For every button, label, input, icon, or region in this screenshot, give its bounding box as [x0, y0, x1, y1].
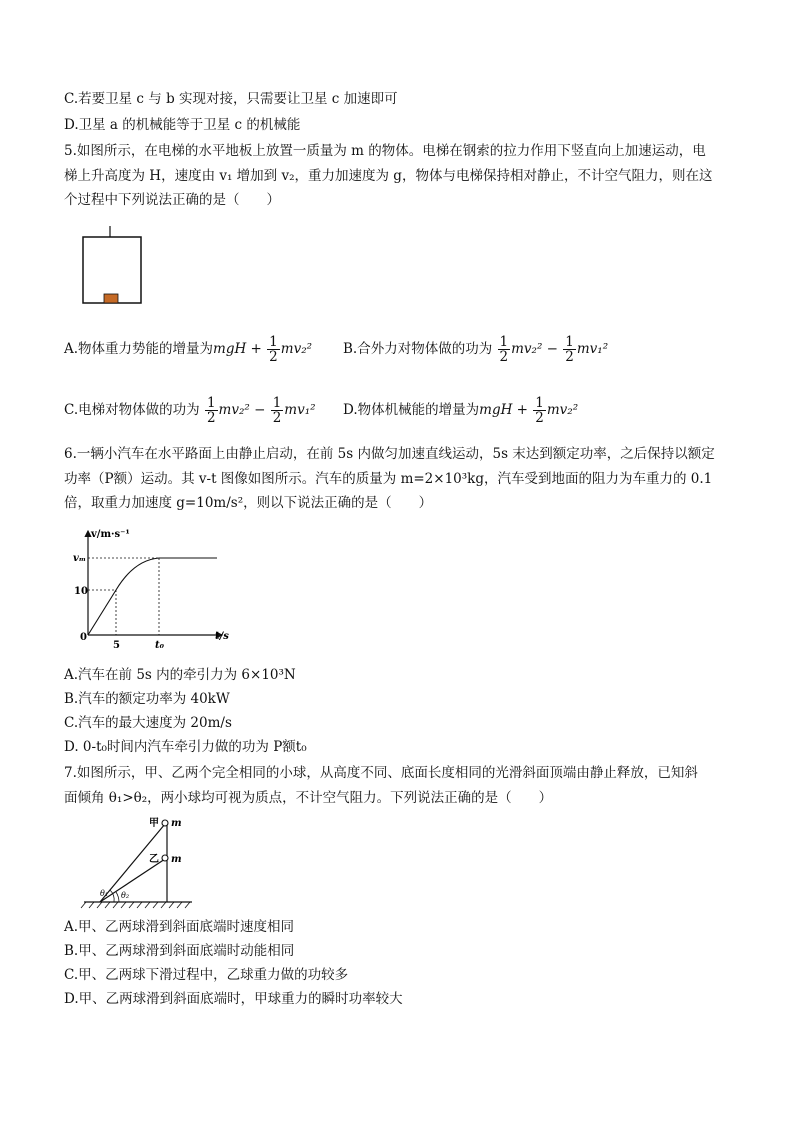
q5-stem-line1: 5.如图所示，在电梯的水平地板上放置一质量为 m 的物体。电梯在钢索的拉力作用下竖直向上加速运动，电 [64, 143, 706, 159]
q5-option-a: A.物体重力势能的增量为mgH + $\frac{1}{2}$ mv₂² [64, 334, 313, 365]
q4-option-d: D.卫星 a 的机械能等于卫星 c 的机械能 [64, 117, 301, 133]
q7-option-b: B.甲、乙两球滑到斜面底端时动能相同 [64, 943, 295, 959]
object-block [104, 294, 118, 303]
series-curve-segment [116, 558, 159, 590]
ground-hatch [81, 902, 190, 908]
label-theta1: θ₁ [100, 889, 109, 898]
q7-option-c: C.甲、乙两球下滑过程中，乙球重力做的功较多 [64, 967, 349, 983]
y-tick-10: 10 [74, 586, 88, 597]
q5-option-c: C.电梯对物体做的功为 $\frac{1}{2}$ mv₂² − $\frac{1}{2}$ mv₁² [64, 395, 316, 426]
vt-graph [72, 528, 252, 653]
label-m-mid: m [171, 854, 182, 865]
label-yi: 乙 [149, 854, 159, 865]
series-linear-segment [88, 590, 116, 635]
x-tick-5: 5 [113, 640, 120, 651]
q6-option-c: C.汽车的最大速度为 20m/s [64, 715, 232, 731]
label-m-top: m [171, 818, 182, 829]
q6-option-d: D. 0-t₀时间内汽车牵引力做的功为 P额t₀ [64, 739, 307, 755]
shallow-incline [100, 859, 165, 902]
y-axis-label: v/m·s⁻¹ [91, 529, 130, 540]
x-tick-t0: t₀ [155, 640, 164, 651]
elevator-car [83, 237, 141, 303]
angle-arc-theta2 [116, 892, 119, 902]
q4-option-c: C.若要卫星 c 与 b 实现对接，只需要让卫星 c 加速即可 [64, 91, 398, 107]
elevator-figure [80, 226, 150, 306]
angle-arc-theta1 [110, 890, 114, 902]
q7-option-d: D.甲、乙两球滑到斜面底端时，甲球重力的瞬时功率较大 [64, 991, 403, 1007]
x-axis-label: t/s [215, 631, 229, 642]
q6-option-a: A.汽车在前 5s 内的牵引力为 6×10³N [64, 667, 296, 683]
q5-stem-line3: 个过程中下列说法正确的是（ ） [64, 192, 280, 208]
ball-yi [162, 855, 168, 861]
q5-stem-line2: 梯上升高度为 H，速度由 v₁ 增加到 v₂，重力加速度为 g，物体与电梯保持相对静止，不计空气阻力，则在这 [64, 168, 713, 184]
q5-option-d: D.物体机械能的增量为mgH + $\frac{1}{2}$ mv₂² [343, 395, 579, 426]
q6-option-b: B.汽车的额定功率为 40kW [64, 691, 230, 707]
q7-option-a: A.甲、乙两球滑到斜面底端时速度相同 [64, 919, 295, 935]
label-theta2: θ₂ [121, 891, 130, 900]
incline-figure [70, 812, 200, 912]
q6-stem-line1: 6.一辆小汽车在水平路面上由静止启动，在前 5s 内做匀加速直线运动，5s 末达到额定功率，之后保持以额定 [64, 446, 715, 462]
y-tick-vm: vₘ [73, 553, 87, 564]
q6-stem-line3: 倍，取重力加速度 g=10m/s²，则以下说法正确的是（ ） [64, 495, 433, 511]
q7-stem-line1: 7.如图所示，甲、乙两个完全相同的小球，从高度不同、底面长度相同的光滑斜面顶端由静止释放，已知斜 [64, 765, 698, 781]
q6-stem-line2: 功率（P额）运动。其 v-t 图像如图所示。汽车的质量为 m=2×10³kg，汽车受到地面的阻力为车重力的 0.1 [64, 471, 713, 487]
ball-jia [162, 820, 168, 826]
x-tick-0: 0 [80, 632, 87, 643]
q7-stem-line2: 面倾角 θ₁>θ₂，两小球均可视为质点，不计空气阻力。下列说法正确的是（ ） [64, 790, 553, 806]
q5-option-b: B.合外力对物体做的功为 $\frac{1}{2}$ mv₂² − $\frac{1}{2}$ mv₁² [343, 334, 609, 365]
label-jia: 甲 [149, 818, 159, 829]
